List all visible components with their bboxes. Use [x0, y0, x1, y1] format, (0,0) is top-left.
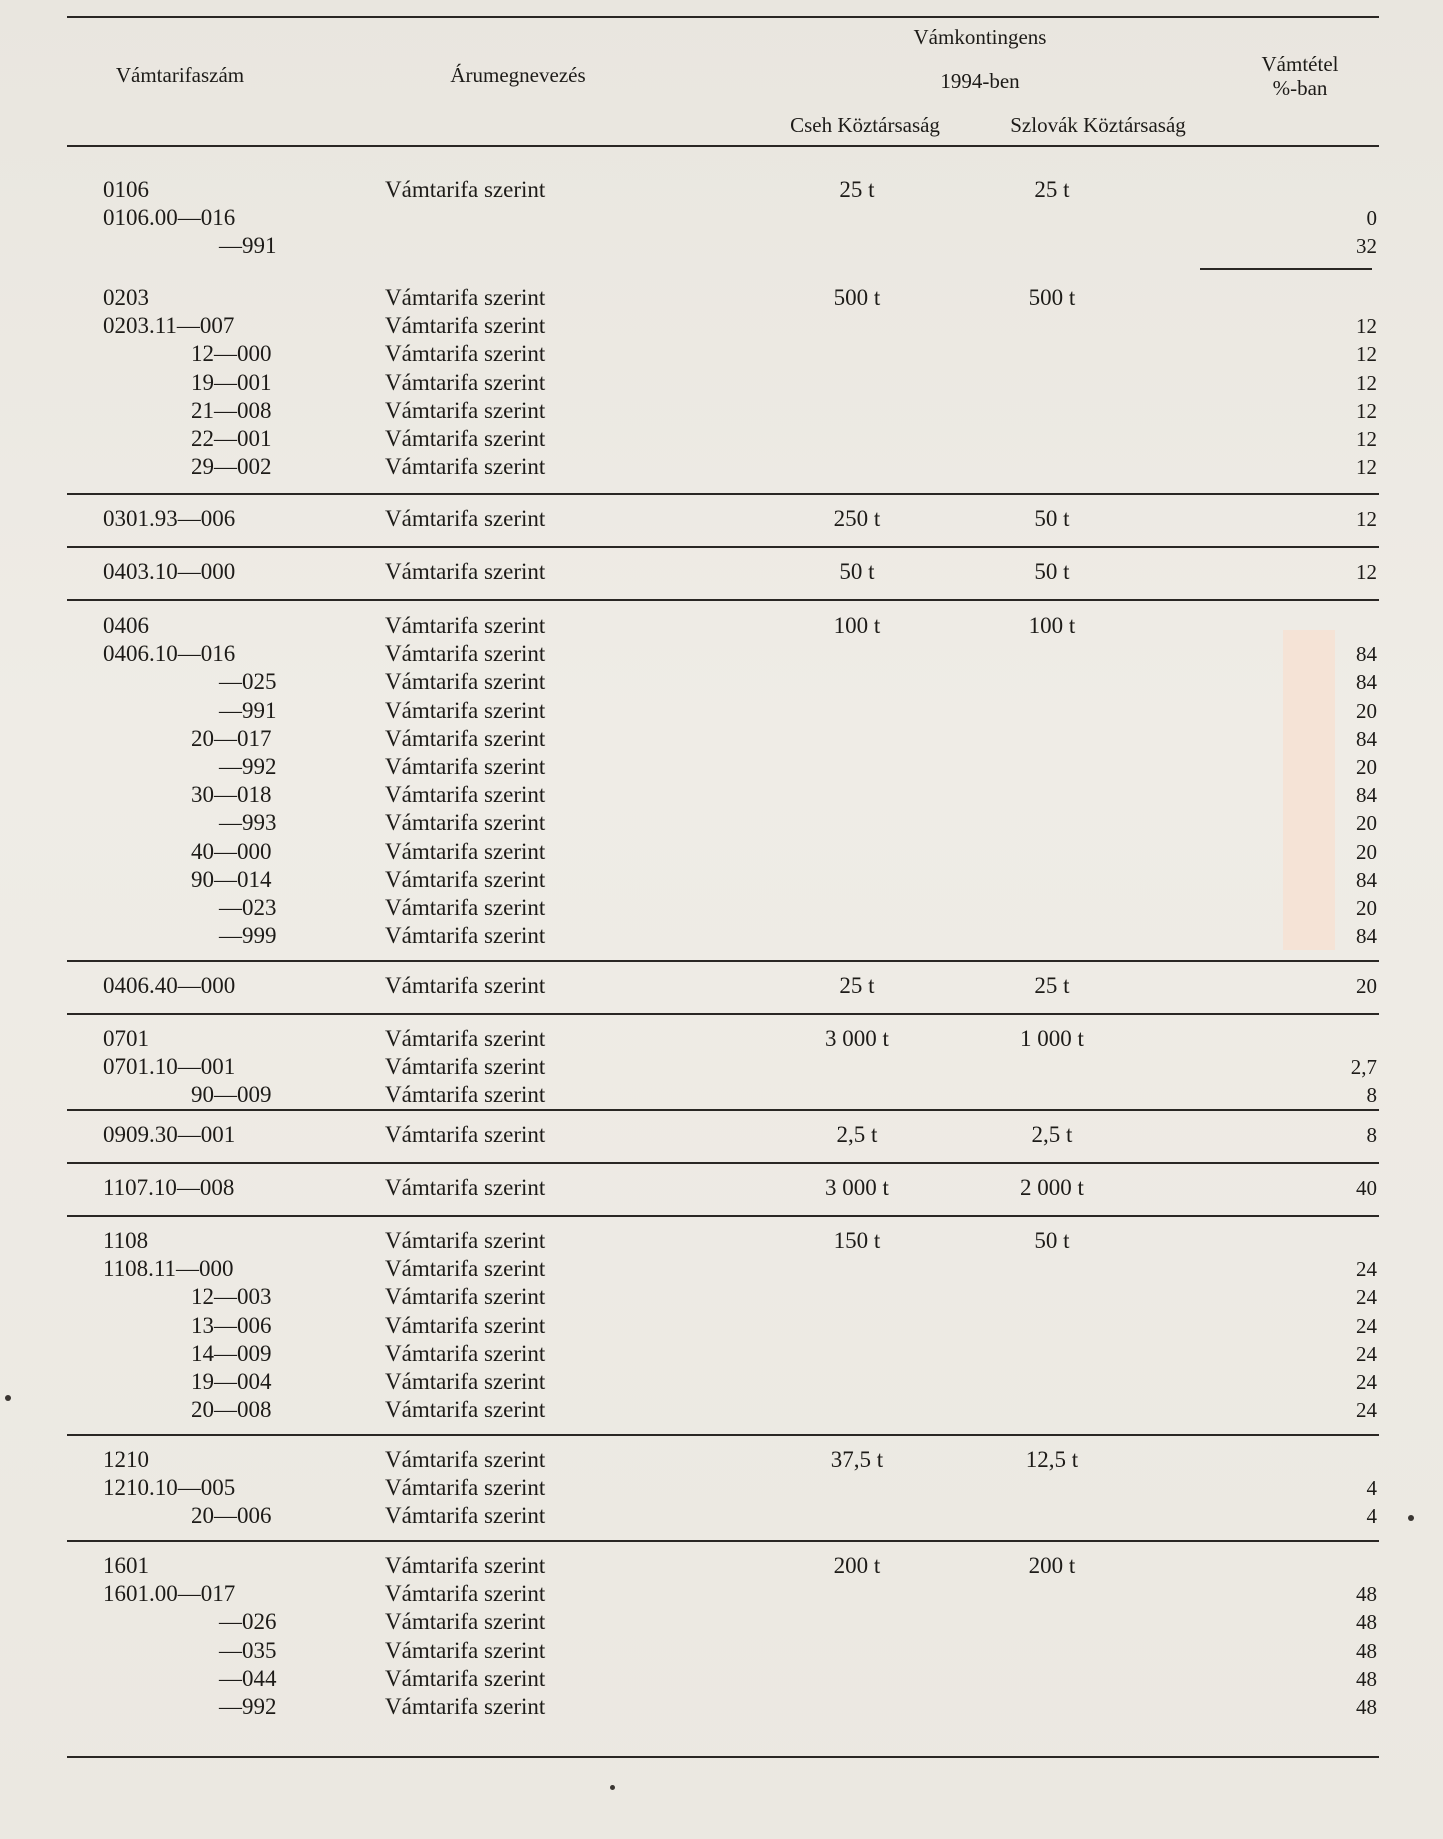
rate-cell: 12: [1356, 455, 1377, 480]
rate-cell: 48: [1356, 1582, 1377, 1607]
rate-cell: 0: [1366, 206, 1377, 231]
code-cell: —993: [219, 810, 277, 836]
code-cell: 1108.11—000: [103, 1256, 234, 1282]
description-cell: Vámtarifa szerint: [385, 1369, 546, 1394]
rate-cell: 20: [1356, 974, 1377, 998]
code-cell: 0203: [103, 285, 149, 310]
description-cell: Vámtarifa szerint: [385, 1665, 546, 1691]
code-cell: 20—008: [191, 1397, 272, 1423]
description-cell: Vámtarifa szerint: [385, 506, 546, 531]
slovak-quota-cell: 2 000 t: [1020, 1175, 1084, 1200]
description-cell: Vámtarifa szerint: [385, 973, 546, 998]
description-cell: Vámtarifa szerint: [385, 1637, 546, 1663]
rate-cell: 84: [1356, 783, 1377, 808]
table-row: [67, 397, 1379, 425]
table-row: [67, 972, 1379, 1000]
slovak-quota-cell: 25 t: [1034, 177, 1070, 202]
czech-quota-cell: 3 000 t: [825, 1026, 889, 1051]
code-cell: 12—003: [191, 1284, 272, 1310]
slovak-quota-cell: 25 t: [1034, 973, 1070, 998]
table-row: [67, 1396, 1379, 1424]
description-cell: Vámtarifa szerint: [385, 1082, 546, 1108]
code-cell: —991: [219, 233, 277, 259]
code-cell: 14—009: [191, 1340, 272, 1366]
code-cell: 0203.11—007: [103, 313, 235, 339]
slovak-quota-cell: 12,5 t: [1025, 1447, 1079, 1472]
description-cell: Vámtarifa szerint: [385, 1553, 546, 1578]
code-cell: —992: [219, 754, 277, 779]
rate-cell: 84: [1356, 726, 1377, 751]
rate-cell: 24: [1356, 1398, 1377, 1423]
rate-cell: 12: [1356, 314, 1377, 339]
description-cell: Vámtarifa szerint: [385, 754, 546, 779]
description-cell: Vámtarifa szerint: [385, 838, 546, 864]
description-cell: Vámtarifa szerint: [385, 641, 546, 667]
rate-cell: 84: [1356, 924, 1377, 949]
group-separator: [67, 1540, 1379, 1542]
table-row: [67, 1502, 1379, 1530]
rate-cell: 24: [1356, 1313, 1377, 1338]
code-cell: 1107.10—008: [103, 1175, 235, 1200]
code-cell: 30—018: [191, 782, 272, 808]
rate-cell: 12: [1356, 342, 1377, 367]
rate-cell: 12: [1356, 427, 1377, 451]
table-row: [67, 453, 1379, 481]
table-row: [67, 1227, 1379, 1255]
czech-quota-cell: 200 t: [833, 1553, 881, 1578]
header-quota: Vámkontingens: [913, 25, 1047, 49]
code-cell: 1601.00—017: [103, 1581, 236, 1607]
table-row: [67, 1552, 1379, 1580]
rate-cell: 24: [1356, 1285, 1377, 1310]
description-cell: Vámtarifa szerint: [385, 1694, 546, 1719]
code-cell: 0406.10—016: [103, 641, 236, 667]
code-cell: 13—006: [191, 1312, 272, 1338]
description-cell: Vámtarifa szerint: [385, 341, 546, 367]
code-cell: 90—009: [191, 1082, 272, 1108]
rate-cell: 8: [1366, 1083, 1377, 1108]
code-cell: 40—000: [191, 838, 272, 864]
description-cell: Vámtarifa szerint: [385, 1475, 546, 1501]
table-row: [67, 894, 1379, 922]
rate-cell: 84: [1356, 642, 1377, 667]
code-cell: 20—017: [191, 725, 272, 751]
czech-quota-cell: 2,5 t: [836, 1122, 878, 1147]
rate-cell: 20: [1356, 698, 1377, 723]
table-row: [67, 340, 1379, 368]
slovak-quota-cell: 2,5 t: [1031, 1122, 1073, 1147]
table-row: [67, 1665, 1379, 1693]
description-cell: Vámtarifa szerint: [385, 1175, 546, 1200]
code-cell: 0406: [103, 613, 149, 638]
slovak-quota-cell: 500 t: [1028, 285, 1076, 310]
group-separator: [67, 599, 1379, 601]
code-cell: —999: [219, 923, 277, 949]
rate-cell: 24: [1356, 1257, 1377, 1282]
group-separator: [67, 960, 1379, 962]
code-cell: 0403.10—000: [103, 559, 236, 584]
description-cell: Vámtarifa szerint: [385, 725, 546, 751]
rate-cell: 84: [1356, 867, 1377, 892]
code-cell: 22—001: [191, 426, 272, 451]
code-cell: 1210: [103, 1447, 149, 1472]
description-cell: Vámtarifa szerint: [385, 1340, 546, 1366]
slovak-quota-cell: 100 t: [1028, 613, 1076, 638]
description-cell: Vámtarifa szerint: [385, 1609, 546, 1635]
rate-cell: 12: [1356, 398, 1377, 423]
description-cell: Vámtarifa szerint: [385, 810, 546, 836]
header-czech: Cseh Köztársaság: [790, 113, 940, 137]
rate-cell: 48: [1356, 1666, 1377, 1691]
rate-sub-rule: [1200, 268, 1372, 270]
rate-cell: 20: [1356, 755, 1377, 779]
table-row: [67, 1580, 1379, 1608]
table-row: [67, 558, 1379, 586]
table-header-rule: [67, 145, 1379, 147]
table-row: [67, 425, 1379, 453]
description-cell: Vámtarifa szerint: [385, 1256, 546, 1282]
table-row: [67, 1608, 1379, 1636]
rate-cell: 20: [1356, 839, 1377, 864]
description-cell: Vámtarifa szerint: [385, 1054, 546, 1080]
description-cell: Vámtarifa szerint: [385, 1284, 546, 1310]
group-separator: [67, 1215, 1379, 1217]
description-cell: Vámtarifa szerint: [385, 177, 546, 202]
table-row: [67, 505, 1379, 533]
code-cell: 0106: [103, 177, 149, 202]
table-row: [67, 1637, 1379, 1665]
table-row: [67, 1053, 1379, 1081]
rate-cell: 24: [1356, 1370, 1377, 1394]
code-cell: —023: [219, 895, 277, 920]
table-row: [67, 922, 1379, 950]
description-cell: Vámtarifa szerint: [385, 1581, 546, 1607]
header-rate-2: %-ban: [1272, 76, 1328, 100]
description-cell: Vámtarifa szerint: [385, 669, 546, 695]
description-cell: Vámtarifa szerint: [385, 369, 546, 395]
code-cell: 0106.00—016: [103, 205, 236, 231]
description-cell: Vámtarifa szerint: [385, 559, 546, 584]
group-separator: [67, 493, 1379, 495]
description-cell: Vámtarifa szerint: [385, 895, 546, 920]
table-row: [67, 1025, 1379, 1053]
slovak-quota-cell: 200 t: [1028, 1553, 1076, 1578]
code-cell: —026: [219, 1609, 277, 1635]
description-cell: Vámtarifa szerint: [385, 1503, 546, 1529]
header-description: Árumegnevezés: [450, 63, 586, 87]
rate-cell: 4: [1366, 1476, 1377, 1501]
czech-quota-cell: 500 t: [833, 285, 881, 310]
description-cell: Vámtarifa szerint: [385, 285, 546, 310]
code-cell: —035: [219, 1637, 277, 1663]
paper-speck: [1408, 1515, 1414, 1521]
table-row: [67, 725, 1379, 753]
slovak-quota-cell: 50 t: [1034, 559, 1070, 584]
table-row: [67, 838, 1379, 866]
table-row: [67, 1174, 1379, 1202]
description-cell: Vámtarifa szerint: [385, 1026, 546, 1051]
rate-cell: 48: [1356, 1695, 1377, 1719]
description-cell: Vámtarifa szerint: [385, 613, 546, 638]
code-cell: 29—002: [191, 454, 272, 480]
table-row: [67, 1474, 1379, 1502]
slovak-quota-cell: 1 000 t: [1020, 1026, 1084, 1051]
rate-cell: 12: [1356, 507, 1377, 531]
rate-cell: 20: [1356, 811, 1377, 836]
rate-cell: 4: [1366, 1504, 1377, 1529]
group-separator: [67, 1162, 1379, 1164]
rate-cell: 84: [1356, 670, 1377, 695]
rate-cell: 40: [1356, 1176, 1377, 1200]
description-cell: Vámtarifa szerint: [385, 866, 546, 892]
table-row: [67, 312, 1379, 340]
description-cell: Vámtarifa szerint: [385, 397, 546, 423]
table-row: [67, 369, 1379, 397]
group-separator: [67, 1434, 1379, 1436]
table-row: [67, 1693, 1379, 1721]
czech-quota-cell: 250 t: [833, 506, 881, 531]
code-cell: 1108: [103, 1228, 149, 1253]
table-row: [67, 1340, 1379, 1368]
slovak-quota-cell: 50 t: [1034, 506, 1070, 531]
description-cell: Vámtarifa szerint: [385, 454, 546, 480]
table-row: [67, 753, 1379, 781]
table-row: [67, 1312, 1379, 1340]
rate-cell: 2,7: [1350, 1055, 1377, 1080]
code-cell: 0301.93—006: [103, 506, 236, 531]
description-cell: Vámtarifa szerint: [385, 1312, 546, 1338]
rate-cell: 48: [1356, 1610, 1377, 1635]
code-cell: —025: [219, 669, 277, 695]
czech-quota-cell: 3 000 t: [825, 1175, 889, 1200]
table-top-rule: [67, 16, 1379, 18]
table-row: [67, 1368, 1379, 1396]
rate-cell: 12: [1356, 370, 1377, 395]
description-cell: Vámtarifa szerint: [385, 1228, 546, 1253]
rate-cell: 12: [1356, 560, 1377, 584]
table-row: [67, 176, 1379, 204]
table-row: [67, 781, 1379, 809]
header-rate-1: Vámtétel: [1261, 52, 1339, 76]
description-cell: Vámtarifa szerint: [385, 313, 546, 339]
slovak-quota-cell: 50 t: [1034, 1228, 1070, 1253]
paper-speck: [5, 1395, 11, 1401]
table-row: [67, 640, 1379, 668]
code-cell: 0406.40—000: [103, 973, 236, 998]
header-slovak: Szlovák Köztársaság: [1010, 113, 1186, 137]
code-cell: 12—000: [191, 341, 272, 367]
header-code: Vámtarifaszám: [115, 63, 245, 87]
code-cell: 20—006: [191, 1503, 272, 1529]
code-cell: —991: [219, 697, 277, 723]
code-cell: 0701: [103, 1026, 149, 1051]
table-row: [67, 1081, 1379, 1109]
table-row: [67, 809, 1379, 837]
czech-quota-cell: 50 t: [839, 559, 875, 584]
table-bottom-rule: [67, 1756, 1379, 1758]
description-cell: Vámtarifa szerint: [385, 1122, 546, 1147]
description-cell: Vámtarifa szerint: [385, 1447, 546, 1472]
description-cell: Vámtarifa szerint: [385, 1397, 546, 1423]
rate-cell: 8: [1366, 1123, 1377, 1147]
rate-cell: 48: [1356, 1638, 1377, 1663]
table-row: [67, 1446, 1379, 1474]
table-row: [67, 668, 1379, 696]
code-cell: —044: [219, 1665, 277, 1691]
code-cell: 19—001: [191, 369, 272, 395]
code-cell: 0909.30—001: [103, 1122, 236, 1147]
paper-speck: [610, 1785, 615, 1790]
table-row: [67, 1255, 1379, 1283]
czech-quota-cell: 25 t: [839, 177, 875, 202]
table-row: [67, 612, 1379, 640]
description-cell: Vámtarifa szerint: [385, 782, 546, 808]
table-row: [67, 697, 1379, 725]
table-row: [67, 284, 1379, 312]
code-cell: —992: [219, 1694, 277, 1719]
code-cell: 0701.10—001: [103, 1054, 236, 1080]
czech-quota-cell: 25 t: [839, 973, 875, 998]
rate-cell: 20: [1356, 896, 1377, 920]
header-year: 1994-ben: [940, 69, 1020, 93]
rate-cell: 32: [1356, 234, 1377, 259]
group-separator: [67, 1013, 1379, 1015]
table-row: [67, 1121, 1379, 1149]
code-cell: 90—014: [191, 866, 272, 892]
czech-quota-cell: 37,5 t: [830, 1447, 884, 1472]
czech-quota-cell: 150 t: [833, 1228, 881, 1253]
code-cell: 1601: [103, 1553, 149, 1578]
description-cell: Vámtarifa szerint: [385, 923, 546, 949]
table-row: [67, 232, 1379, 260]
code-cell: 1210.10—005: [103, 1475, 236, 1501]
table-row: [67, 866, 1379, 894]
code-cell: 21—008: [191, 397, 272, 423]
code-cell: 19—004: [191, 1369, 272, 1394]
rate-cell: 24: [1356, 1341, 1377, 1366]
group-separator: [67, 546, 1379, 548]
table-row: [67, 1283, 1379, 1311]
description-cell: Vámtarifa szerint: [385, 426, 546, 451]
description-cell: Vámtarifa szerint: [385, 697, 546, 723]
czech-quota-cell: 100 t: [833, 613, 881, 638]
table-row: [67, 204, 1379, 232]
